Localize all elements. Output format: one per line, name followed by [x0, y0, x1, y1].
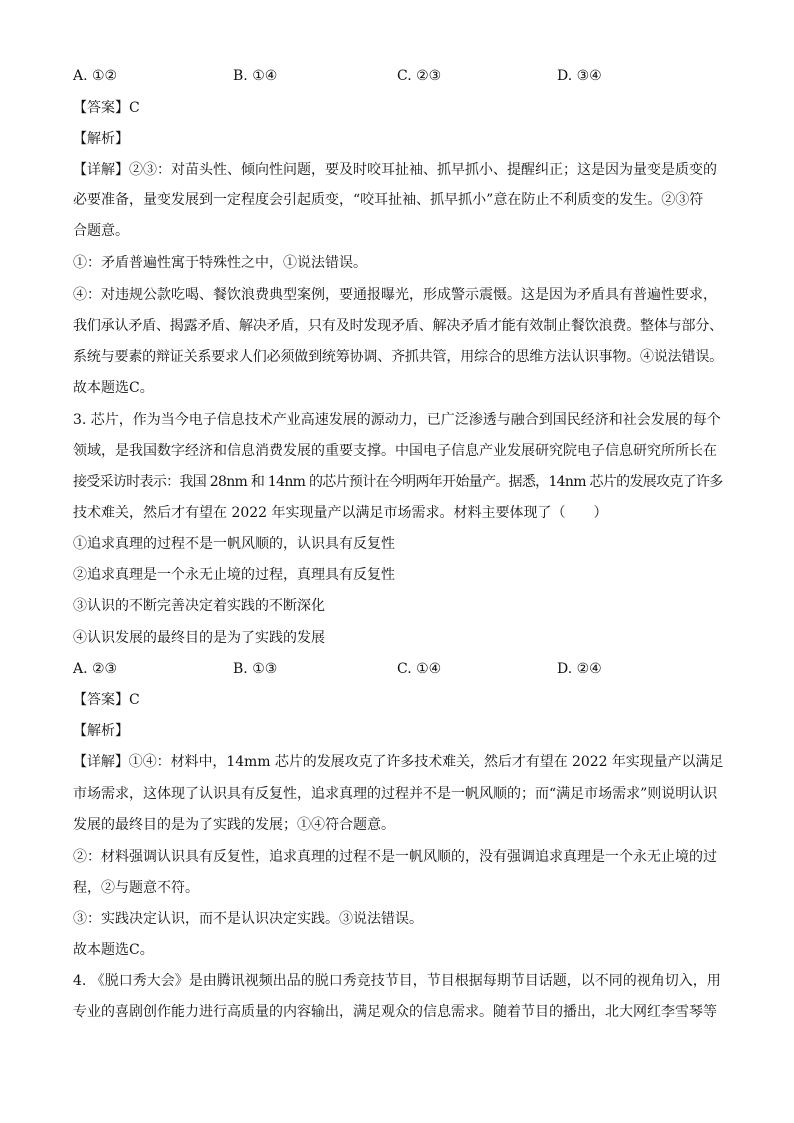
q4-stem-line: 4. 《脱口秀大会》是由腾讯视频出品的脱口秀竞技节目，节目根据每期节目话题，以不同的视角切入，用 — [73, 973, 721, 989]
q3-detail-line: ③：实践决定认识，而不是认识决定实践。③说法错误。 — [73, 911, 423, 927]
q3-detail-line: ②：材料强调认识具有反复性，追求真理的过程不是一帆风顺的，没有强调追求真理是一个永无止境的过 — [73, 849, 717, 865]
q3-statement: ③认识的不断完善决定着实践的不断深化 — [73, 598, 325, 614]
q2-option-a: A. ①② — [73, 68, 118, 84]
q3-stem-line: 接受采访时表示：我国 28nm 和 14nm 的芯片预计在今明两年开始量产。据悉，14nm 芯片的发展攻克了许多 — [73, 474, 723, 490]
q3-answer: 【答案】C — [73, 692, 140, 708]
q3-analysis-heading: 【解析】 — [73, 723, 129, 739]
q2-detail-line: ④：对违规公款吃喝、餐饮浪费典型案例，要通报曝光，形成警示震慑。这是因为矛盾具有普遍性要求， — [73, 287, 717, 303]
q3-conclusion: 故本题选C。 — [73, 942, 154, 958]
q3-detail-line: 市场需求，这体现了认识具有反复性，追求真理的过程并不是一帆风顺的；而“满足市场需求”则说明认识 — [73, 786, 718, 802]
q2-detail-line: ①：矛盾普遍性寓于特殊性之中，①说法错误。 — [73, 255, 367, 271]
q3-detail-line: 发展的最终目的是为了实践的发展；①④符合题意。 — [73, 817, 395, 833]
q2-detail-line: 【详解】②③：对苗头性、倾向性问题，要及时咬耳扯袖、抓早抓小、提醒纠正；这是因为量变是质变的 — [73, 162, 717, 178]
q3-option-b: B. ①③ — [233, 661, 278, 677]
q3-stem-line: 3. 芯片，作为当今电子信息技术产业高速发展的源动力，已广泛渗透与融合到国民经济和社会发展的每个 — [73, 412, 721, 428]
q2-detail-line: 合题意。 — [73, 223, 129, 239]
q3-option-a: A. ②③ — [73, 661, 118, 677]
q2-detail-line: 系统与要素的辩证关系要求人们必须做到统筹协调、齐抓共管，用综合的思维方法认识事物。④说法错误。 — [73, 349, 723, 365]
q3-detail-line: 【详解】①④：材料中，14mm 芯片的发展攻克了许多技术难关，然后才有望在 2022 年实现量产以满足 — [73, 754, 724, 770]
q4-stem-line: 专业的喜剧创作能力进行高质量的内容输出，满足观众的信息需求。随着节目的播出，北大网红李雪琴等 — [73, 1004, 717, 1020]
q3-option-d: D. ②④ — [557, 661, 602, 677]
q2-analysis-heading: 【解析】 — [73, 131, 129, 147]
q2-option-d: D. ③④ — [557, 68, 602, 84]
q3-statement: ④认识发展的最终目的是为了实践的发展 — [73, 630, 325, 646]
q2-conclusion: 故本题选C。 — [73, 380, 154, 396]
q2-detail-line: 我们承认矛盾、揭露矛盾、解决矛盾，只有及时发现矛盾、解决矛盾才能有效制止餐饮浪费。整体与部分、 — [73, 318, 723, 334]
q3-stem-line: 技术难关，然后才有望在 2022 年实现量产以满足市场需求。材料主要体现了（ ） — [73, 505, 608, 521]
q3-stem-line: 领域，是我国数字经济和信息消费发展的重要支撑。中国电子信息产业发展研究院电子信息研究所所长在 — [73, 443, 717, 459]
q2-detail-line: 必要准备，量变发展到一定程度会引起质变，“咬耳扯袖、抓早抓小”意在防止不利质变的发生。②③符 — [73, 192, 704, 208]
q3-statement: ①追求真理的过程不是一帆风顺的，认识具有反复性 — [73, 536, 395, 552]
q3-statement: ②追求真理是一个永无止境的过程，真理具有反复性 — [73, 567, 395, 583]
q2-option-b: B. ①④ — [233, 68, 278, 84]
q2-option-c: C. ②③ — [397, 68, 442, 84]
q3-option-c: C. ①④ — [397, 661, 442, 677]
q3-detail-line: 程，②与题意不符。 — [73, 880, 199, 896]
q2-answer: 【答案】C — [73, 100, 140, 116]
